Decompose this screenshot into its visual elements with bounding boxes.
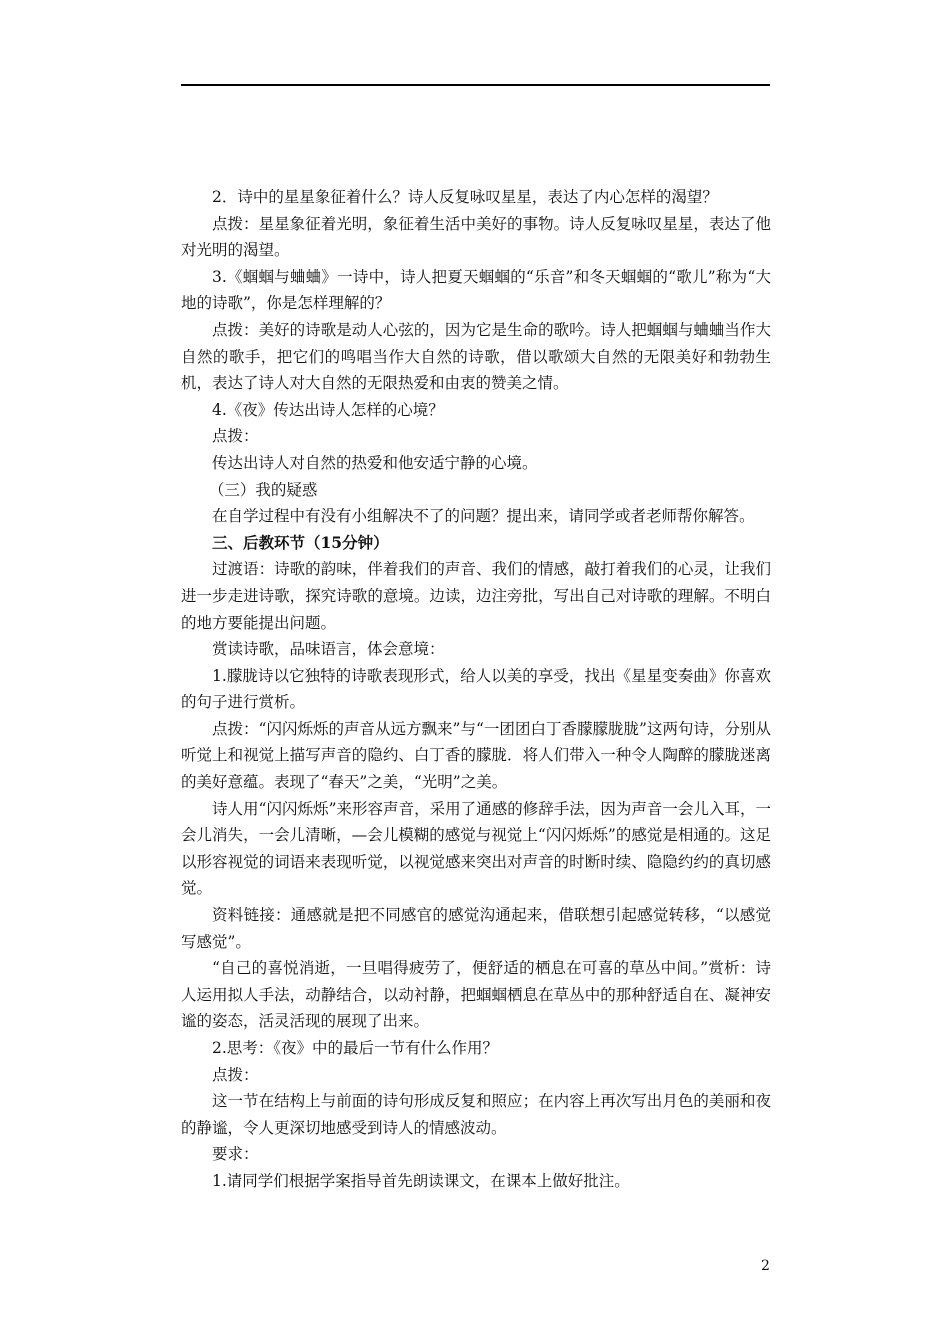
task-2: 2.思考：《夜》中的最后一节有什么作用？ [212,1039,499,1057]
transition-text: 过渡语：诗歌的韵味，伴着我们的声音、我们的情感，敲打着我们的心灵，让我们进一步走进诗歌，探究诗歌的意境。边读，边注旁批，写出自己对诗歌的理解。不明白的地方要能提出问题。 [181,560,771,632]
hint-2: 点拨：星星象征着光明，象征着生活中美好的事物。诗人反复咏叹星星，表达了他对光明的渴望。 [181,214,771,260]
question-4: 4.《夜》传达出诗人怎样的心境？ [212,400,444,419]
appreciation-quote: “自己的喜悦消逝，一旦唱得疲劳了，便舒适的栖息在可喜的草丛中间。”赏析：诗人运用拟人手法，动静结合，以动衬静，把蝈蝈栖息在草丛中的那种舒适自在、凝神安谧的姿态，活灵活现的展现了出来。 [181,959,771,1031]
question-2: 2．诗中的星星象征着什么？诗人反复咏叹星星，表达了内心怎样的渴望？ [212,188,718,206]
hint-4: 传达出诗人对自然的热爱和他安适宁静的心境。 [212,453,538,472]
page-body [181,184,771,1195]
synesthesia-explanation: 诗人用“闪闪烁烁”来形容声音，采用了通感的修辞手法，因为声音一会儿入耳，一会儿消失，一会儿清晰，—会儿模糊的感觉与视觉上“闪闪烁烁”的感觉是相通的。这足以形容视觉的词语来表现听觉，以视觉感来突出对声音的时断时续、隐隐约约的真切感觉。 [181,799,771,898]
hint-3: 点拨：美好的诗歌是动人心弦的，因为它是生命的歌吟。诗人把蝈蝈与蛐蛐当作大自然的歌手，把它们的鸣唱当作大自然的诗歌，借以歌颂大自然的无限美好和勃勃生机，表达了诗人对大自然的无限热爱和由衷的赞美之情。 [181,320,771,393]
section-doubts-heading: （三）我的疑惑 [208,480,318,499]
header-rule [181,84,770,86]
hint-4-label: 点拨： [212,427,259,446]
hint-task-1: 点拨：“闪闪烁烁的声音从远方飘来”与“一团团白丁香朦朦胧胧”这两句诗，分别从听觉上和视觉上描写声音的隐约、白丁香的朦胧．将人们带入一种令人陶醉的朦胧迷离的美好意蕴。表现了“春天”之美，“光明”之美。 [181,719,771,792]
doubts-text: 在自学过程中有没有小组解决不了的问题？提出来，请同学或者老师帮你解答。 [212,507,755,526]
page-number: 2 [761,1258,770,1274]
question-3: 3.《蝈蝈与蛐蛐》一诗中，诗人把夏天蝈蝈的“乐音”和冬天蝈蝈的“歌儿”称为“大地的诗歌”，你是怎样理解的？ [181,267,771,313]
resource-link: 资料链接：通感就是把不同感官的感觉沟通起来，借联想引起感觉转移，“以感觉写感觉”。 [181,906,771,951]
requirements-label: 要求： [212,1145,259,1164]
section-3-heading: 三、后教环节（15分钟） [212,532,389,552]
hint-task-2-label: 点拨： [212,1065,259,1084]
appreciation-intro: 赏读诗歌，品味语言，体会意境： [212,640,445,659]
requirement-1: 1.请同学们根据学案指导首先朗读课文，在课本上做好批注。 [212,1171,630,1190]
task-1: 1.朦胧诗以它独特的诗歌表现形式，给人以美的享受，找出《星星变奏曲》你喜欢的句子进行赏析。 [181,666,771,712]
hint-task-2: 这一节在结构上与前面的诗句形成反复和照应；在内容上再次写出月色的美丽和夜的静谧，令人更深切地感受到诗人的情感波动。 [181,1092,771,1137]
